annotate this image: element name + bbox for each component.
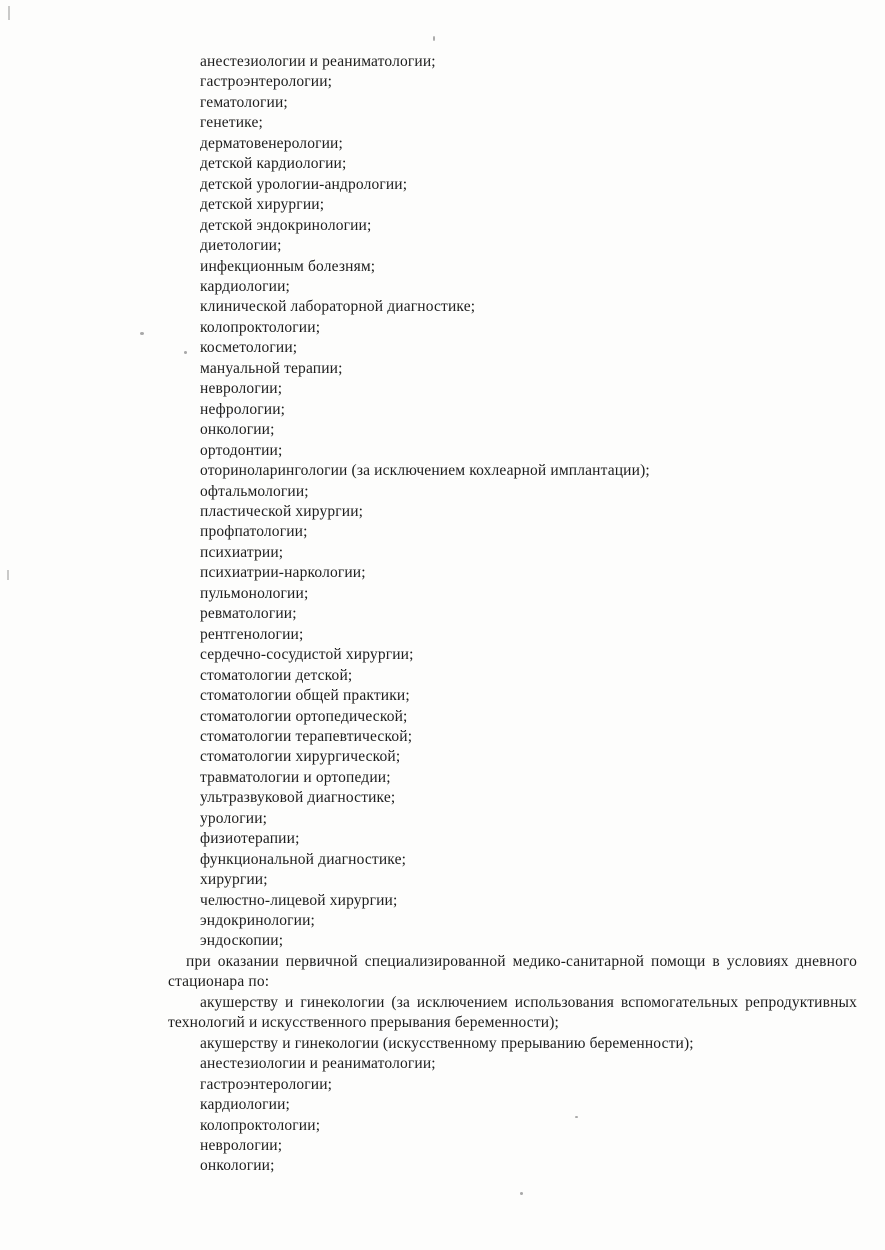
specialty-item: стоматологии хирургической; <box>200 748 401 766</box>
specialty-item: неврологии; <box>200 380 283 398</box>
specialty-item: гастроэнтерологии; <box>200 1075 333 1093</box>
scan-artifact <box>433 36 435 41</box>
specialty-item: стоматологии ортопедической; <box>200 707 408 725</box>
specialty-item: акушерству и гинекологии (за исключением использования вспомогательных репродуктивных технологий и искусственного прерывания беременности); <box>168 993 857 1032</box>
specialty-item: акушерству и гинекологии (искусственному прерыванию беременности); <box>200 1034 694 1052</box>
specialty-item: колопроктологии; <box>200 1116 321 1134</box>
scan-artifact <box>8 6 10 20</box>
specialty-item: анестезиологии и реаниматологии; <box>200 1055 436 1073</box>
specialty-item: детской эндокринологии; <box>200 216 372 234</box>
scan-artifact <box>140 332 144 335</box>
specialty-item: психиатрии; <box>200 543 284 561</box>
specialty-item: пластической хирургии; <box>200 502 364 520</box>
outpatient-specialties-list <box>168 52 857 952</box>
specialty-item: онкологии; <box>200 421 275 439</box>
specialty-item: пульмонологии; <box>200 584 309 602</box>
specialty-item: ультразвуковой диагностике; <box>200 789 396 807</box>
specialty-item: эндоскопии; <box>200 932 284 950</box>
specialty-item: челюстно-лицевой хирургии; <box>200 891 398 909</box>
specialty-item: эндокринологии; <box>200 912 315 930</box>
specialty-item: стоматологии детской; <box>200 666 353 684</box>
specialty-item: инфекционным болезням; <box>200 257 376 275</box>
specialty-item: профпатологии; <box>200 523 308 541</box>
specialty-item: анестезиологии и реаниматологии; <box>200 53 436 70</box>
specialty-item: оториноларингологии (за исключением кохлеарной имплантации); <box>200 462 650 480</box>
specialty-item: диетологии; <box>200 237 282 255</box>
day-hospital-specialties-list <box>168 993 857 1177</box>
specialty-item: колопроктологии; <box>200 318 321 336</box>
specialty-item: мануальной терапии; <box>200 359 343 377</box>
specialty-item: урологии; <box>200 809 268 827</box>
specialty-item: хирургии; <box>200 871 268 889</box>
specialty-item: физиотерапии; <box>200 830 300 848</box>
specialty-item: психиатрии-наркологии; <box>200 564 366 582</box>
specialty-item: офтальмологии; <box>200 482 309 500</box>
scan-artifact <box>184 351 187 354</box>
scan-artifact <box>7 570 9 580</box>
specialty-item: детской хирургии; <box>200 196 325 214</box>
specialty-item: генетике; <box>200 114 263 132</box>
specialty-item: травматологии и ортопедии; <box>200 768 391 786</box>
specialty-item: детской урологии-андрологии; <box>200 175 408 193</box>
specialty-item: онкологии; <box>200 1157 275 1175</box>
specialty-item: дерматовенерологии; <box>200 134 343 152</box>
document-content <box>168 52 857 1177</box>
specialty-item: стоматологии общей практики; <box>200 687 410 705</box>
specialty-item: кардиологии; <box>200 1096 290 1114</box>
scan-artifact <box>520 1192 523 1195</box>
day-hospital-intro-paragraph: при оказании первичной специализированной медико-санитарной помощи в условиях дневного стационара по: <box>168 952 857 991</box>
specialty-item: ревматологии; <box>200 605 297 623</box>
specialty-item: детской кардиологии; <box>200 155 347 173</box>
specialty-item: косметологии; <box>200 339 298 357</box>
specialty-item: нефрологии; <box>200 400 286 418</box>
specialty-item: стоматологии терапевтической; <box>200 727 413 745</box>
specialty-item: сердечно-сосудистой хирургии; <box>200 646 414 664</box>
specialty-item: неврологии; <box>200 1137 283 1155</box>
specialty-item: функциональной диагностике; <box>200 850 407 868</box>
specialty-item: ортодонтии; <box>200 441 283 459</box>
specialty-item: гематологии; <box>200 93 288 111</box>
scan-artifact <box>575 1116 578 1118</box>
specialty-item: рентгенологии; <box>200 625 304 643</box>
specialty-item: клинической лабораторной диагностике; <box>200 298 476 316</box>
specialty-item: гастроэнтерологии; <box>200 73 333 91</box>
specialty-item: кардиологии; <box>200 277 290 295</box>
